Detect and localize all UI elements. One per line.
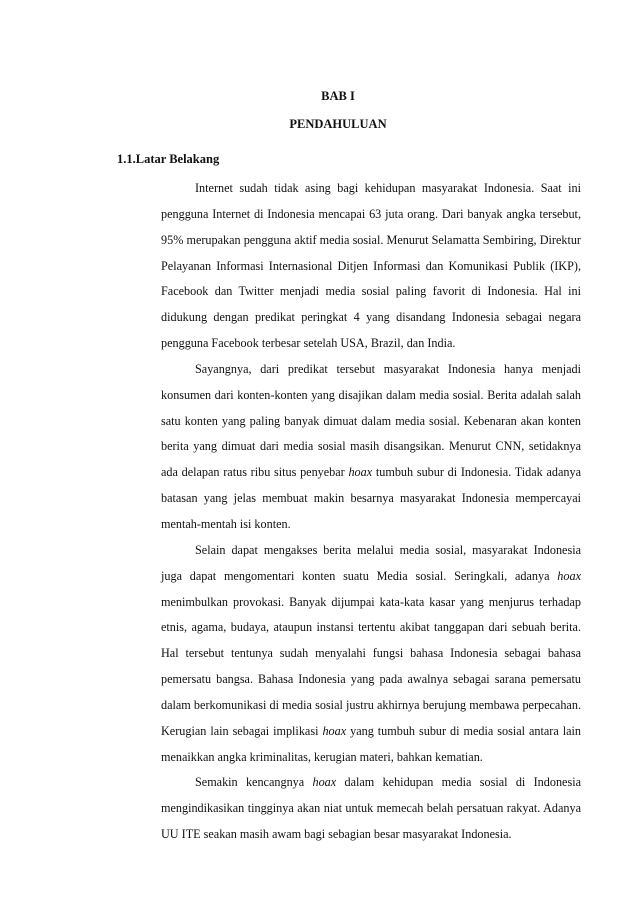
paragraph-4 <box>161 770 581 848</box>
hoax-term: hoax <box>557 568 581 583</box>
chapter-number: BAB I <box>321 89 355 103</box>
chapter-title: PENDAHULUAN <box>289 117 387 131</box>
section-heading: 1.1.Latar Belakang <box>117 152 220 166</box>
body-text <box>161 176 581 848</box>
paragraph-3-text-a: Selain dapat mengakses berita melalui media sosial, masyarakat Indonesia juga dapat mengomentari konten suatu Media sosial. Seringkali, adanya <box>161 542 581 583</box>
paragraph-3 <box>161 538 581 771</box>
paragraph-2-text-b: tumbuh subur di Indonesia. Tidak adanya batasan yang jelas membuat makin besarnya masyarakat Indonesia mempercayai mentah-mentah isi konten. <box>161 465 581 531</box>
paragraph-2 <box>161 357 581 538</box>
paragraph-2-text-a: Sayangnya, dari predikat tersebut masyarakat Indonesia hanya menjadi konsumen dari konten-konten yang disajikan dalam media sosial. Berita adalah salah satu konten yang paling banyak dimuat dalam media sosial. Kebenaran akan konten berita yang dimuat dari media sosial masih disangsikan. Menurut CNN, setidaknya ada delapan ratus ribu situs penyebar <box>161 361 581 480</box>
paragraph-1-text: Internet sudah tidak asing bagi kehidupan masyarakat Indonesia. Saat ini pengguna Internet di Indonesia mencapai 63 juta orang. Dari banyak angka tersebut, 95% merupakan pengguna aktif media sosial. Menurut Selamatta Sembiring, Direktur Pelayanan Informasi Internasional Ditjen Informasi dan Komunikasi Publik (IKP), Facebook dan Twitter menjadi media sosial paling favorit di Indonesia. Hal ini didukung dengan predikat peringkat 4 yang disandang Indonesia sebagai negara pengguna Facebook terbesar setelah USA, Brazil, dan India. <box>161 181 581 351</box>
hoax-term: hoax <box>312 775 337 790</box>
hoax-term: hoax <box>322 723 347 738</box>
paragraph-3-text-b: menimbulkan provokasi. Banyak dijumpai kata-kata kasar yang menjurus terhadap etnis, agama, budaya, ataupun instansi tertentu akibat tanggapan dari sebuah berita. Hal tersebut tentunya sudah menyalahi fungsi bahasa Indonesia sebagai bahasa pemersatu bangsa. Bahasa Indonesia yang pada awalnya sebagai sarana pemersatu dalam berkomunikasi di media sosial justru akhirnya berujung membawa perpecahan. Kerugian lain sebagai implikasi <box>161 594 581 738</box>
hoax-term: hoax <box>348 465 373 480</box>
paragraph-4-text-a: Semakin kencangnya <box>195 775 313 790</box>
paragraph-3-text-c: yang tumbuh subur di media sosial antara lain menaikkan angka kriminalitas, kerugian materi, bahkan kematian. <box>161 723 582 764</box>
paragraph-1 <box>161 176 581 357</box>
paragraph-4-text-b: dalam kehidupan media sosial di Indonesia mengindikasikan tingginya akan niat untuk memecah belah persatuan rakyat. Adanya UU ITE seakan masih awam bagi sebagian besar masyarakat Indonesia. <box>161 775 581 842</box>
